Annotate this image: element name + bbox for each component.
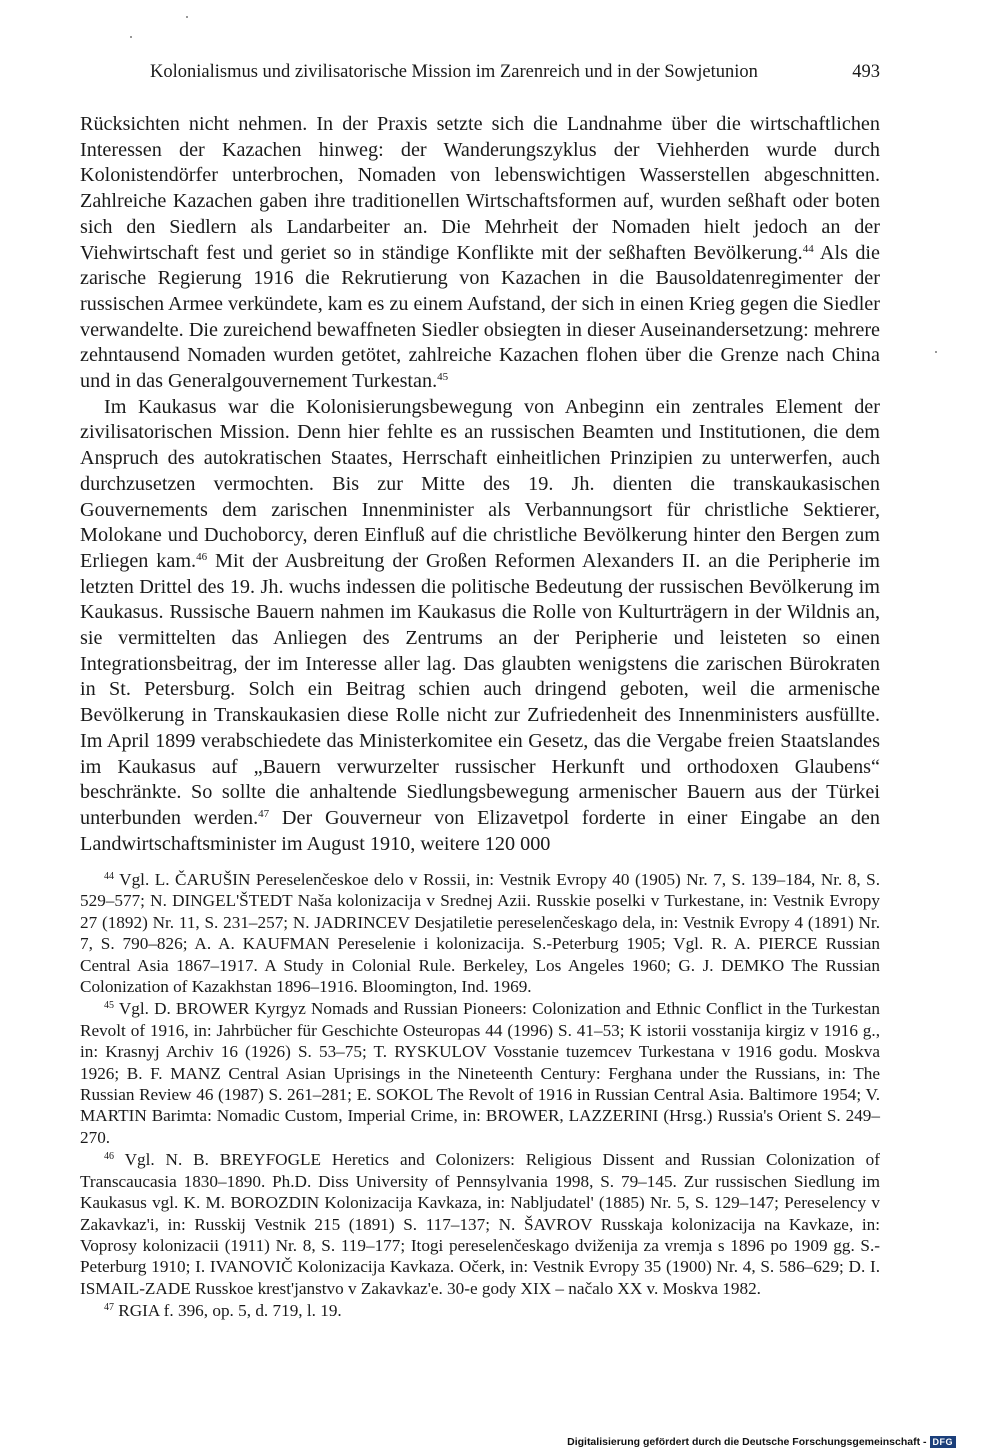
paragraph-1 — [80, 112, 880, 395]
running-title: Kolonialismus und zivilisatorische Mission im Zarenreich und in der Sowjetunion — [150, 62, 758, 82]
footnote-text: Vgl. D. BROWER Kyrgyz Nomads and Russian Pioneers: Colonization and Ethnic Conflict in the Turkestan Revolt of 1916, in: Jahrbücher für Geschichte Osteuropas 44 (1996) S. 41–53; K istorii vosstanija kirgiz v 1916 g., in: Krasnyj Archiv 16 (1926) S. 53–75; T. RYSKULOV Vosstanie tuzemcev Turkestana v 1916 godu. Moskva 1926; B. F. MANZ Central Asian Uprisings in the Nineteenth Century: Ferghana under the Russians, in: The Russian Review 46 (1987) S. 261–281; E. SOKOL The Revolt of 1916 in Russian Central Asia. Baltimore 1954; V. MARTIN Barimta: Nomadic Custom, Imperial Crime, in: BROWER, LAZZERINI (Hrsg.) Russia's Orient S. 249–270. — [80, 999, 880, 1147]
paragraph-1-text-a: Rücksichten nicht nehmen. In der Praxis setzte sich die Landnahme über die wirtschaftlichen Interessen der Kazachen hinweg: der Wanderungszyklus der Viehherden wurde durch Kolonistendörfer unterbrochen, Nomaden von lebenswichtigen Wasserstellen abgeschnitten. Zahlreiche Kazachen gaben ihre traditionellen Wirtschaftsformen auf, wurden seßhaft oder boten sich den Siedlern als Landarbeiter an. Die Mehrheit der Nomaden hielt jedoch an der Viehwirtschaft fest und geriet so in ständige Konflikte mit der seßhaften Bevölkerung. — [80, 113, 880, 264]
footnote-number: 46 — [104, 1151, 114, 1163]
footnote-ref-46[interactable]: 46 — [196, 550, 208, 563]
footnote-text: Vgl. L. ČARUŠIN Pereselenčeskoe delo v Rossii, in: Vestnik Evropy 40 (1905) Nr. 7, S. 139–184, Nr. 8, S. 529–577; N. DINGEL'ŠTEDT Naša kolonizacija v Srednej Azii. Russkie poselki v Turkestane, in: Vestnik Evropy 27 (1892) Nr. 11, S. 231–257; N. JADRINCEV Desjatiletie pereselenčeskago dela, in: Vestnik Evropy 4 (1891) Nr. 7, S. 790–826; A. A. KAUFMAN Pereselenie i kolonizacija. S.-Peterburg 1905; Vgl. R. A. PIERCE Russian Central Asia 1867–1917. A Study in Colonial Rule. Berkeley, Los Angeles 1960; G. J. DEMKO The Russian Colonization of Kazakhstan 1896–1916. Bloomington, Ind. 1969. — [80, 870, 880, 997]
footnotes — [80, 869, 880, 1323]
footnote-number: 47 — [104, 1302, 114, 1314]
main-text — [80, 112, 880, 857]
page-number: 493 — [852, 62, 880, 82]
footnote-text: Vgl. N. B. BREYFOGLE Heretics and Colonizers: Religious Dissent and Russian Colonization of Transcaucasia 1830–1890. Ph.D. Diss University of Pennsylvania 1998, S. 79–145. Zur russischen Siedlung im Kaukasus vgl. K. M. BOROZDIN Kolonizacija Kavkaza, in: Nabljudatel' (1885) Nr. 5, S. 129–147; Pereselency v Zakavkaz'i, in: Russkij Vestnik 215 (1891) S. 117–137; N. ŠAVROV Russkaja kolonizacija na Kavkaze, in: Voprosy kolonizacii (1911) Nr. 8, S. 119–177; Itogi pereselenčeskago dviženija za vremja s 1896 po 1909 gg. S.-Peterburg 1910; I. IVANOVIČ Kolonizacija Kavkaza. Očerk, in: Vestnik Evropy 35 (1900) Nr. 4, S. 586–629; D. I. ISMAIL-ZADE Russkoe krest'janstvo v Zakavkaz'e. 30-e gody XIX – načalo XX v. Moskva 1982. — [80, 1150, 880, 1298]
footnote-ref-44[interactable]: 44 — [802, 242, 814, 255]
footnote-44 — [80, 869, 880, 997]
footnote-text: RGIA f. 396, op. 5, d. 719, l. 19. — [118, 1301, 342, 1321]
digitization-text: Digitalisierung gefördert durch die Deutsche Forschungsgemeinschaft - — [567, 1436, 927, 1448]
paragraph-2-text-a: Im Kaukasus war die Kolonisierungsbewegung von Anbeginn ein zentrales Element der zivilisatorischen Mission. Denn hier fehlte es an russischen Beamten und Institutionen, die dem Anspruch des autokratischen Staates, Herrschaft einheitlichen Prinzipien zu unterwerfen, auch durchzusetzen vermochten. Bis zur Mitte des 19. Jh. dienten die transkaukasischen Gouvernements dem zarischen Innenminister als Verbannungsort für christliche Sektierer, Molokane und Duchoborcy, deren Einfluß auf die christliche Bevölkerung hinter den Bergen zum Erliegen kam. — [80, 395, 880, 572]
footnote-number: 45 — [104, 1000, 114, 1012]
paragraph-2-text-b: Mit der Ausbreitung der Großen Reformen Alexanders II. an die Peripherie im letzten Drittel des 19. Jh. wuchs indessen die politische Bedeutung der russischen Bevölkerung im Kaukasus. Russische Bauern nahmen im Kaukasus die Rolle von Kulturträgern in der Wildnis an, sie vermittelten das Anliegen des Zentrums an der Peripherie und leisteten so einen Integrationsbeitrag, der im Interesse aller lag. Das glaubten wenigstens die zarischen Bürokraten in St. Petersburg. Solch ein Beitrag schien auch dringend geboten, weil die armenische Bevölkerung in Transkaukasien diese Rolle nicht zur Zufriedenheit des Innenministers ausfüllte. Im April 1899 verabschiedete das Ministerkomitee ein Gesetz, das die Vergabe freien Staatslandes im Kaukasus auf „Bauern verwurzelter russischer Herkunft und orthodoxen Glaubens“ beschränkte. So sollte die anhaltende Siedlungsbewegung armenischer Bauern aus der Türkei unterbunden werden. — [80, 549, 880, 829]
dfg-logo-icon: DFG — [930, 1436, 957, 1448]
paragraph-2 — [80, 395, 880, 858]
digitization-note — [567, 1436, 956, 1448]
scan-speck — [186, 16, 188, 18]
scan-speck — [130, 36, 132, 38]
footnote-45 — [80, 998, 880, 1148]
footnote-ref-45[interactable]: 45 — [437, 371, 449, 384]
footnote-number: 44 — [104, 871, 114, 882]
running-header — [150, 62, 880, 90]
footnote-ref-47[interactable]: 47 — [258, 807, 270, 820]
paragraph-1-text-b: Als die zarische Regierung 1916 die Rekrutierung von Kazachen in die Bausoldatenregimenter der russischen Armee verkündete, kam es zu einem Aufstand, der sich in einen Krieg gegen die Siedler verwandelte. Die zureichend bewaffneten Siedler obsiegten in dieser Auseinandersetzung: mehrere zehntausend Nomaden wurden getötet, zahlreiche Kazachen flohen über die Grenze nach China und in das Generalgouvernement Turkestan. — [80, 241, 880, 393]
paragraph-2-text-c: Der Gouverneur von Elizavetpol forderte in einer Eingabe an den Landwirtschaftsminister im August 1910, weitere 120 000 — [80, 806, 880, 855]
scan-speck — [935, 351, 937, 353]
footnote-46 — [80, 1149, 880, 1299]
footnote-47 — [80, 1300, 880, 1321]
